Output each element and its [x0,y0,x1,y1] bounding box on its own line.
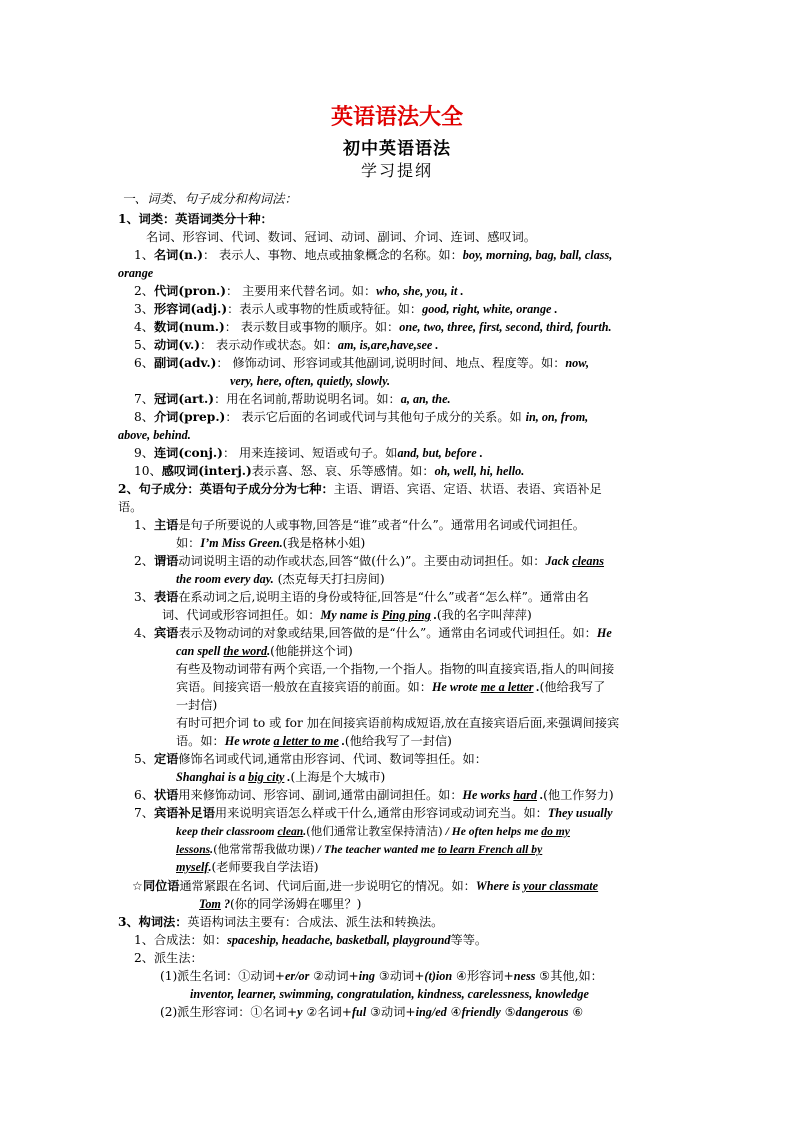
subtitle-secondary: 学习提纲 [360,161,433,180]
word-classes-heading: 1、词类：英语词类分十种： [118,212,273,226]
section-1-heading: 一、词类、句子成分和构词法： [122,191,298,206]
item-object-note-3: 一封信) [176,698,218,712]
item-object-note-1: 有些及物动词带有两个宾语,一个指物,一个指人。指物的叫直接宾语,指人的叫间接 [176,662,615,676]
item-predicate-example: the room every day. (杰克每天打扫房间) [176,572,385,586]
subtitle-primary: 初中英语语法 [343,139,451,159]
sentence-parts-heading-cont: 语。 [118,500,143,514]
item-verb: 5、动词(v.)： 表示动作或状态。如：am, is,are,have,see . [134,338,439,352]
item-attributive-example: Shanghai is a big city .(上海是个大城市) [176,770,386,784]
item-appositive-example: Tom ?(你的同学汤姆在哪里？) [199,897,362,911]
item-article: 7、冠词(art.)：用在名词前,帮助说明名词。如：a, an, the. [134,392,451,406]
item-interjection: 10、感叹词(interj.)表示喜、怒、哀、乐等感情。如：oh, well, hi, hello. [134,464,525,478]
item-object-complement-ex-1: keep their classroom clean.(他们通常让教室保持清洁) / He often helps me do my [176,824,570,838]
item-object-example: can spell the word.(他能拼这个词) [176,644,353,658]
item-object-complement: 7、宾语补足语用来说明宾语怎么样或干什么,通常由形容词或动词充当。如：They usually [134,806,613,820]
item-preposition-cont: above, behind. [118,428,191,442]
item-numeral: 4、数词(num.)： 表示数目或事物的顺序。如：one, two, three, first, second, third, fourth. [134,320,612,334]
item-adverbial: 6、状语用来修饰动词、形容词、副词,通常由副词担任。如：He works hard .(他工作努力) [134,788,614,802]
page-title: 英语语法大全 [330,105,463,130]
item-subject-example: 如：I’m Miss Green.(我是格林小姐) [176,536,366,550]
item-predicative: 3、表语在系动词之后,说明主语的身份或特征,回答是“什么”或者“怎么样”。通常由名 [134,590,589,604]
item-adjective: 3、形容词(adj.)：表示人或事物的性质或特征。如：good, right, white, orange . [134,302,558,316]
item-derived-nouns: (1)派生名词：①动词+er/or ②动词+ing ③动词+(t)ion ④形容词+ness ⑤其他,如： [160,969,603,983]
item-derived-adjectives: (2)派生形容词：①名词+y ②名词+ful ③动词+ing/ed ④friendly ⑤dangerous ⑥ [160,1005,584,1019]
item-noun-cont: orange [118,266,154,280]
sentence-parts-heading: 2、句子成分：英语句子成分分为七种：主语、谓语、宾语、定语、状语、表语、宾语补足 [118,482,602,496]
item-object-note-2: 宾语。间接宾语一般放在直接宾语的前面。如：He wrote me a letter .(他给我写了 [176,680,606,694]
item-object-note-5: 语。如：He wrote a letter to me .(他给我写了一封信) [176,734,452,748]
item-object: 4、宾语表示及物动词的对象或结果,回答做的是“什么”。通常由名词或代词担任。如：He [134,626,612,640]
item-object-complement-ex-3: myself.(老师要我自学法语) [176,860,319,874]
item-adverb-cont: very, here, often, quietly, slowly. [230,374,391,388]
item-object-note-4: 有时可把介词 to 或 for 加在间接宾语前构成短语,放在直接宾语后面,来强调间接宾 [176,716,620,730]
item-derivation: 2、派生法： [134,951,203,965]
item-object-complement-ex-2: lessons.(他常常帮我做功课) / The teacher wanted me to learn French all by [176,842,543,856]
word-classes-summary: 名词、形容词、代词、数词、冠词、动词、副词、介词、连词、感叹词。 [146,230,536,244]
item-compounding: 1、合成法：如：spaceship, headache, basketball, playground等等。 [134,933,488,947]
item-predicative-example: 词、代词或形容词担任。如：My name is Ping ping .(我的名字叫萍萍) [162,608,532,622]
item-conjunction: 9、连词(conj.)： 用来连接词、短语或句子。如and, but, before . [134,446,483,460]
item-derived-nouns-examples: inventor, learner, swimming, congratulation, kindness, carelessness, knowledge [190,987,589,1001]
item-attributive: 5、定语修饰名词或代词,通常由形容词、代词、数词等担任。如： [134,752,487,766]
item-appositive: ☆同位语通常紧跟在名词、代词后面,进一步说明它的情况。如：Where is your classmate [132,879,599,893]
word-formation-heading: 3、构词法：英语构词法主要有：合成法、派生法和转换法。 [118,915,444,929]
item-adverb: 6、副词(adv.)： 修饰动词、形容词或其他副词,说明时间、地点、程度等。如：now, [134,356,589,370]
item-predicate: 2、谓语动词说明主语的动作或状态,回答“做(什么)”。主要由动词担任。如：Jack cleans [134,554,605,568]
item-subject: 1、主语是句子所要说的人或事物,回答是“谁”或者“什么”。通常用名词或代词担任。 [134,518,585,532]
item-noun: 1、名词(n.)： 表示人、事物、地点或抽象概念的名称。如：boy, morning, bag, ball, class, [134,248,613,262]
item-pronoun: 2、代词(pron.)： 主要用来代替名词。如：who, she, you, it . [134,284,464,298]
item-preposition: 8、介词(prep.)： 表示它后面的名词或代词与其他句子成分的关系。如 in, on, from, [134,410,589,424]
